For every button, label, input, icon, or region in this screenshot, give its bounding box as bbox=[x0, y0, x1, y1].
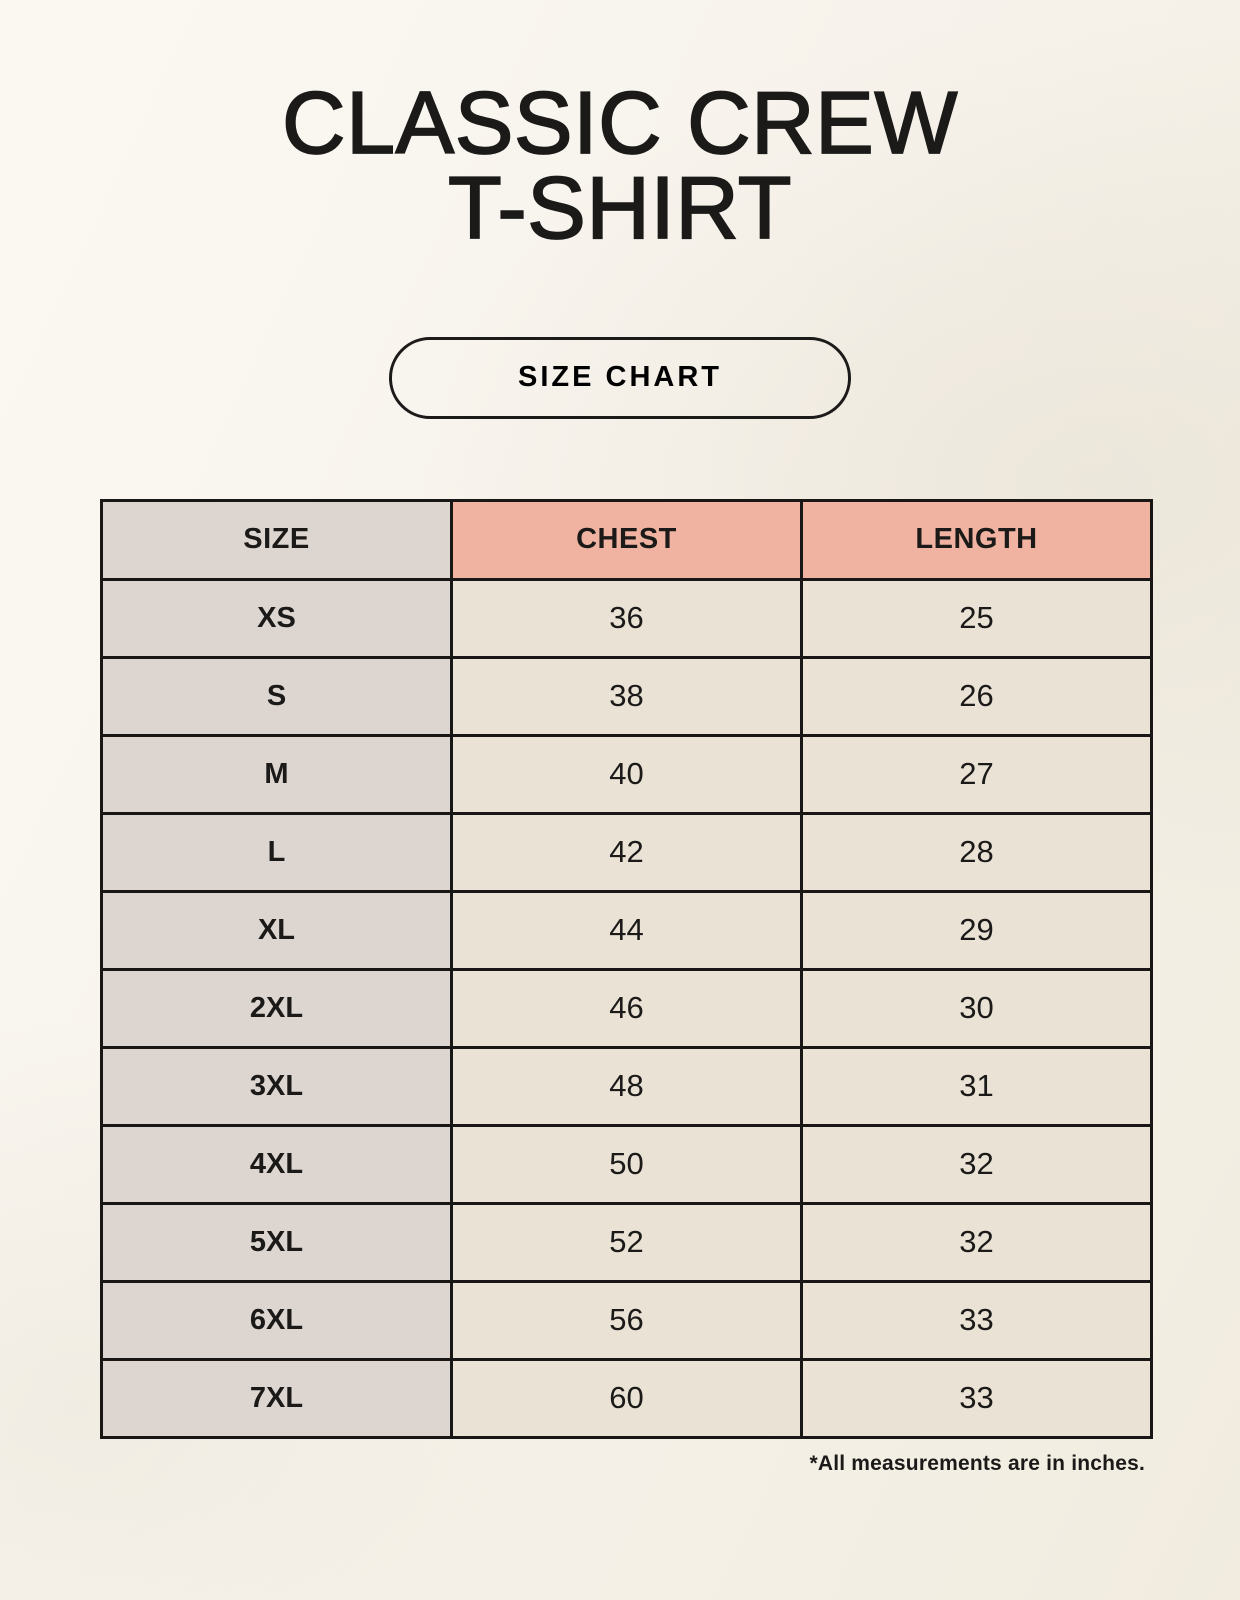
size-cell: XS bbox=[102, 579, 452, 657]
column-header-chest: CHEST bbox=[452, 500, 802, 579]
table-row bbox=[102, 1047, 1152, 1125]
length-cell: 28 bbox=[802, 813, 1152, 891]
size-chart-button[interactable]: SIZE CHART bbox=[389, 337, 851, 419]
size-cell: 7XL bbox=[102, 1359, 452, 1437]
length-cell: 27 bbox=[802, 735, 1152, 813]
table-row bbox=[102, 1281, 1152, 1359]
table-row bbox=[102, 735, 1152, 813]
length-cell: 31 bbox=[802, 1047, 1152, 1125]
chest-cell: 60 bbox=[452, 1359, 802, 1437]
table-row bbox=[102, 1359, 1152, 1437]
table-header-row bbox=[102, 500, 1152, 579]
size-cell: 3XL bbox=[102, 1047, 452, 1125]
size-cell: S bbox=[102, 657, 452, 735]
chest-cell: 42 bbox=[452, 813, 802, 891]
length-cell: 32 bbox=[802, 1203, 1152, 1281]
chest-cell: 52 bbox=[452, 1203, 802, 1281]
size-cell: 6XL bbox=[102, 1281, 452, 1359]
chest-cell: 36 bbox=[452, 579, 802, 657]
chest-cell: 50 bbox=[452, 1125, 802, 1203]
chest-cell: 44 bbox=[452, 891, 802, 969]
length-cell: 29 bbox=[802, 891, 1152, 969]
chest-cell: 38 bbox=[452, 657, 802, 735]
column-header-length: LENGTH bbox=[802, 500, 1152, 579]
length-cell: 33 bbox=[802, 1359, 1152, 1437]
length-cell: 26 bbox=[802, 657, 1152, 735]
size-cell: M bbox=[102, 735, 452, 813]
length-cell: 30 bbox=[802, 969, 1152, 1047]
size-cell: 5XL bbox=[102, 1203, 452, 1281]
page-title-line1: CLASSIC CREW bbox=[282, 73, 958, 172]
column-header-size: SIZE bbox=[102, 500, 452, 579]
size-cell: L bbox=[102, 813, 452, 891]
length-cell: 32 bbox=[802, 1125, 1152, 1203]
size-chart-table bbox=[100, 499, 1153, 1439]
chest-cell: 56 bbox=[452, 1281, 802, 1359]
size-cell: XL bbox=[102, 891, 452, 969]
chest-cell: 46 bbox=[452, 969, 802, 1047]
table-row bbox=[102, 891, 1152, 969]
page-title-line2: T-SHIRT bbox=[447, 158, 793, 258]
size-cell: 2XL bbox=[102, 969, 452, 1047]
table-row bbox=[102, 657, 1152, 735]
measurements-footnote: *All measurements are in inches. bbox=[809, 1451, 1145, 1475]
chest-cell: 48 bbox=[452, 1047, 802, 1125]
table-row bbox=[102, 1125, 1152, 1203]
length-cell: 33 bbox=[802, 1281, 1152, 1359]
table-row bbox=[102, 813, 1152, 891]
table-body bbox=[102, 579, 1152, 1437]
table-row bbox=[102, 1203, 1152, 1281]
table-row bbox=[102, 969, 1152, 1047]
length-cell: 25 bbox=[802, 579, 1152, 657]
table-row bbox=[102, 579, 1152, 657]
page-title bbox=[0, 0, 1240, 258]
size-cell: 4XL bbox=[102, 1125, 452, 1203]
chest-cell: 40 bbox=[452, 735, 802, 813]
